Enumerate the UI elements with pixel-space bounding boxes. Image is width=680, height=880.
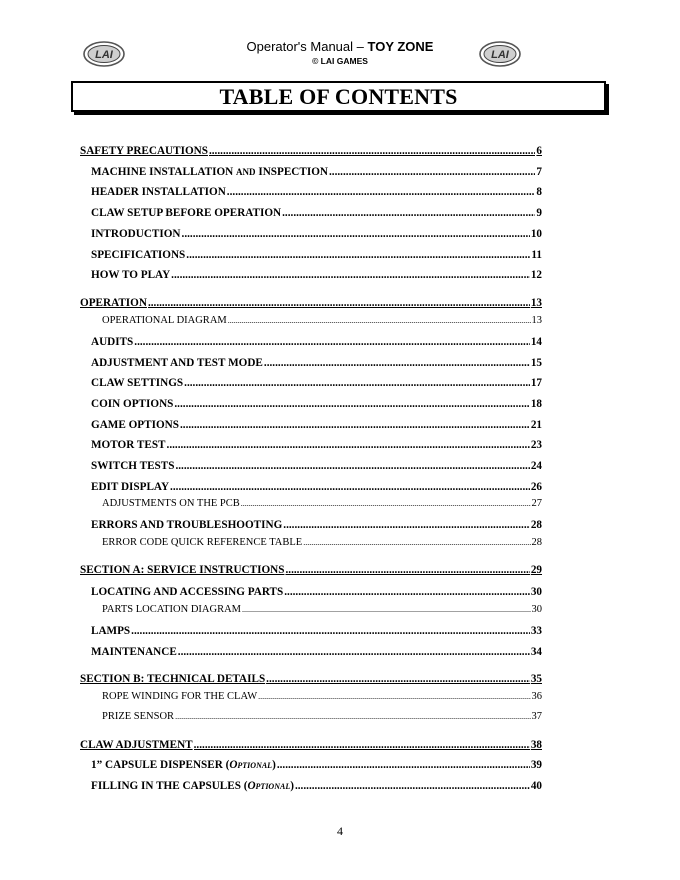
- toc-entry[interactable]: COIN OPTIONS ..... 18: [91, 397, 542, 411]
- toc-entry[interactable]: MACHINE INSTALLATION AND INSPECTION ..... 7: [91, 165, 542, 179]
- toc-entry[interactable]: ERRORS AND TROUBLESHOOTING ..... 28: [91, 518, 542, 532]
- toc-entry[interactable]: ADJUSTMENT AND TEST MODE ..... 15: [91, 356, 542, 370]
- toc-entry[interactable]: SAFETY PRECAUTIONS ..... 6: [80, 144, 542, 158]
- toc-entry[interactable]: AUDITS ..... 14: [91, 335, 542, 349]
- toc-entry[interactable]: SWITCH TESTS ..... 24: [91, 459, 542, 473]
- toc-title-box: [71, 81, 606, 112]
- toc-entry[interactable]: FILLING IN THE CAPSULES (Optional) ..... 40: [91, 779, 542, 793]
- toc-entry[interactable]: EDIT DISPLAY ..... 26: [91, 480, 542, 494]
- page-number: 4: [337, 824, 343, 838]
- toc-entry[interactable]: ERROR CODE QUICK REFERENCE TABLE ..... 28: [102, 536, 542, 550]
- toc-entry[interactable]: CLAW SETUP BEFORE OPERATION ..... 9: [91, 206, 542, 220]
- toc-entry[interactable]: PRIZE SENSOR ..... 37: [102, 710, 542, 724]
- toc-entry[interactable]: SECTION B: TECHNICAL DETAILS ..... 35: [80, 672, 542, 686]
- toc-entry[interactable]: ADJUSTMENTS ON THE PCB ..... 27: [102, 497, 542, 511]
- toc-entry[interactable]: LOCATING AND ACCESSING PARTS ..... 30: [91, 585, 542, 599]
- toc-entry[interactable]: OPERATIONAL DIAGRAM ..... 13: [102, 314, 542, 328]
- page-title: TABLE OF CONTENTS: [219, 83, 458, 109]
- toc-entry[interactable]: HEADER INSTALLATION ..... 8: [91, 185, 542, 199]
- svg-text:LAI: LAI: [95, 49, 113, 61]
- toc-entry[interactable]: MOTOR TEST ..... 23: [91, 438, 542, 452]
- toc-entry[interactable]: ROPE WINDING FOR THE CLAW ..... 36: [102, 690, 542, 704]
- toc-entry[interactable]: 1” CAPSULE DISPENSER (Optional) ..... 39: [91, 758, 542, 772]
- toc-entry[interactable]: LAMPS ..... 33: [91, 624, 542, 638]
- copyright-line: © LAI GAMES: [312, 56, 368, 66]
- svg-text:LAI: LAI: [491, 49, 509, 61]
- page-header: [0, 39, 680, 67]
- toc-entry[interactable]: CLAW SETTINGS ..... 17: [91, 376, 542, 390]
- toc-entry[interactable]: INTRODUCTION ..... 10: [91, 227, 542, 241]
- toc-entry[interactable]: CLAW ADJUSTMENT ..... 38: [80, 738, 542, 752]
- product-name: TOY ZONE: [367, 39, 434, 54]
- toc-entry[interactable]: SECTION A: SERVICE INSTRUCTIONS ..... 29: [80, 563, 542, 577]
- toc-entry[interactable]: MAINTENANCE ..... 34: [91, 645, 542, 659]
- toc-entry[interactable]: OPERATION ..... 13: [80, 296, 542, 310]
- manual-title: Operator's Manual – TOY ZONE: [246, 39, 434, 54]
- toc-entry[interactable]: PARTS LOCATION DIAGRAM ..... 30: [102, 603, 542, 617]
- toc-entry[interactable]: GAME OPTIONS ..... 21: [91, 418, 542, 432]
- toc-entry[interactable]: HOW TO PLAY ..... 12: [91, 268, 542, 282]
- toc-entry[interactable]: SPECIFICATIONS ..... 11: [91, 248, 542, 262]
